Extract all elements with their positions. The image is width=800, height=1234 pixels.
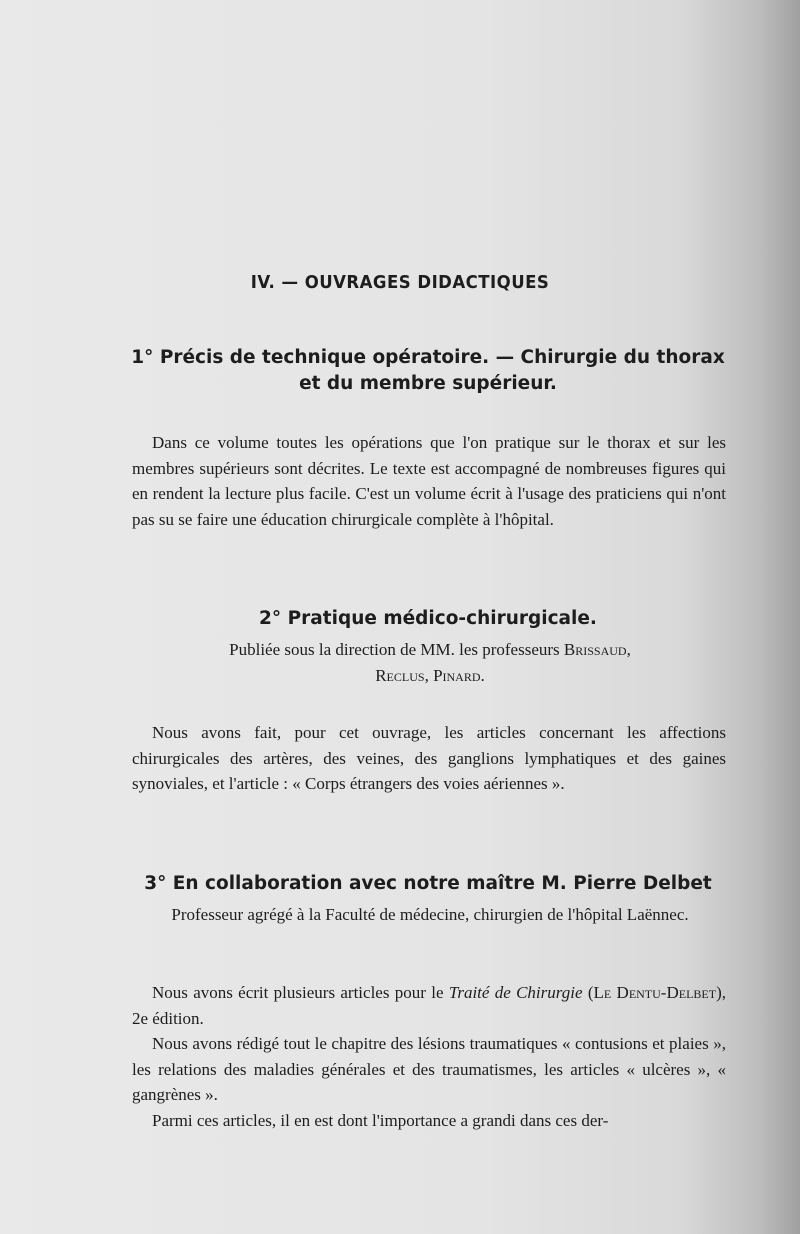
section-3-paragraph-1: [132, 980, 726, 1031]
section-1-title: [130, 345, 726, 397]
section-2-title: 2° Pratique médico-chirurgicale.: [259, 608, 597, 629]
p1-prefix: Nous avons écrit plusieurs articles pour le: [152, 983, 449, 1002]
section-2-subtitle-prefix: Publiée sous la direction de MM. les professeurs: [229, 640, 564, 659]
section-3-paragraph-3: Parmi ces articles, il en est dont l'importance a grandi dans ces der-: [152, 1110, 609, 1130]
section-1-title-line-2: et du membre supérieur.: [299, 373, 557, 394]
book-title: Traité de Chirurgie: [448, 983, 583, 1002]
section-1-title-line-1: 1° Précis de technique opératoire. — Chirurgie du thorax: [131, 347, 725, 368]
author-brissaud: Brissaud: [563, 640, 627, 659]
section-2-subtitle: [180, 637, 680, 689]
p1-suffix: ), 2e édition.: [132, 983, 726, 1028]
author-pinard: Pinard: [433, 666, 481, 685]
author-reclus: Reclus: [375, 666, 425, 685]
section-3-subtitle: Professeur agrégé à la Faculté de médecine, chirurgien de l'hôpital Laënnec.: [171, 905, 689, 924]
separator: ,: [424, 666, 434, 685]
section-3-body: [132, 980, 726, 1133]
section-2-body: [132, 720, 726, 797]
book-authors: Le Dentu-Delbet: [593, 983, 717, 1002]
section-3-title: 3° En collaboration avec notre maître M. Pierre Delbet: [144, 873, 712, 894]
section-1-body: [132, 430, 726, 532]
section-2-paragraph: Nous avons fait, pour cet ouvrage, les articles concernant les affections chirurgicales des artères, des veines, des ganglions lymphatiques et des gaines synoviales, et l'article : « Corps étrangers des voies aériennes ».: [132, 723, 726, 793]
section-heading: IV. — OUVRAGES DIDACTIQUES: [250, 272, 550, 293]
terminal-period: .: [480, 666, 485, 685]
section-1-paragraph: Dans ce volume toutes les opérations que l'on pratique sur le thorax et sur les membres supérieurs sont décrites. Le texte est accompagné de nombreuses figures qui en rendent la lecture plus facile. C'est un volume écrit à l'usage des praticiens qui n'ont pas su se faire une éducation chirurgicale complète à l'hôpital.: [132, 433, 726, 529]
p1-open: (: [582, 983, 594, 1002]
section-3-paragraph-2: Nous avons rédigé tout le chapitre des lésions traumatiques « contusions et plaies », les relations des maladies générales et des traumatismes, les articles « ulcères », « gangrènes ».: [132, 1034, 726, 1104]
separator: ,: [626, 640, 631, 659]
